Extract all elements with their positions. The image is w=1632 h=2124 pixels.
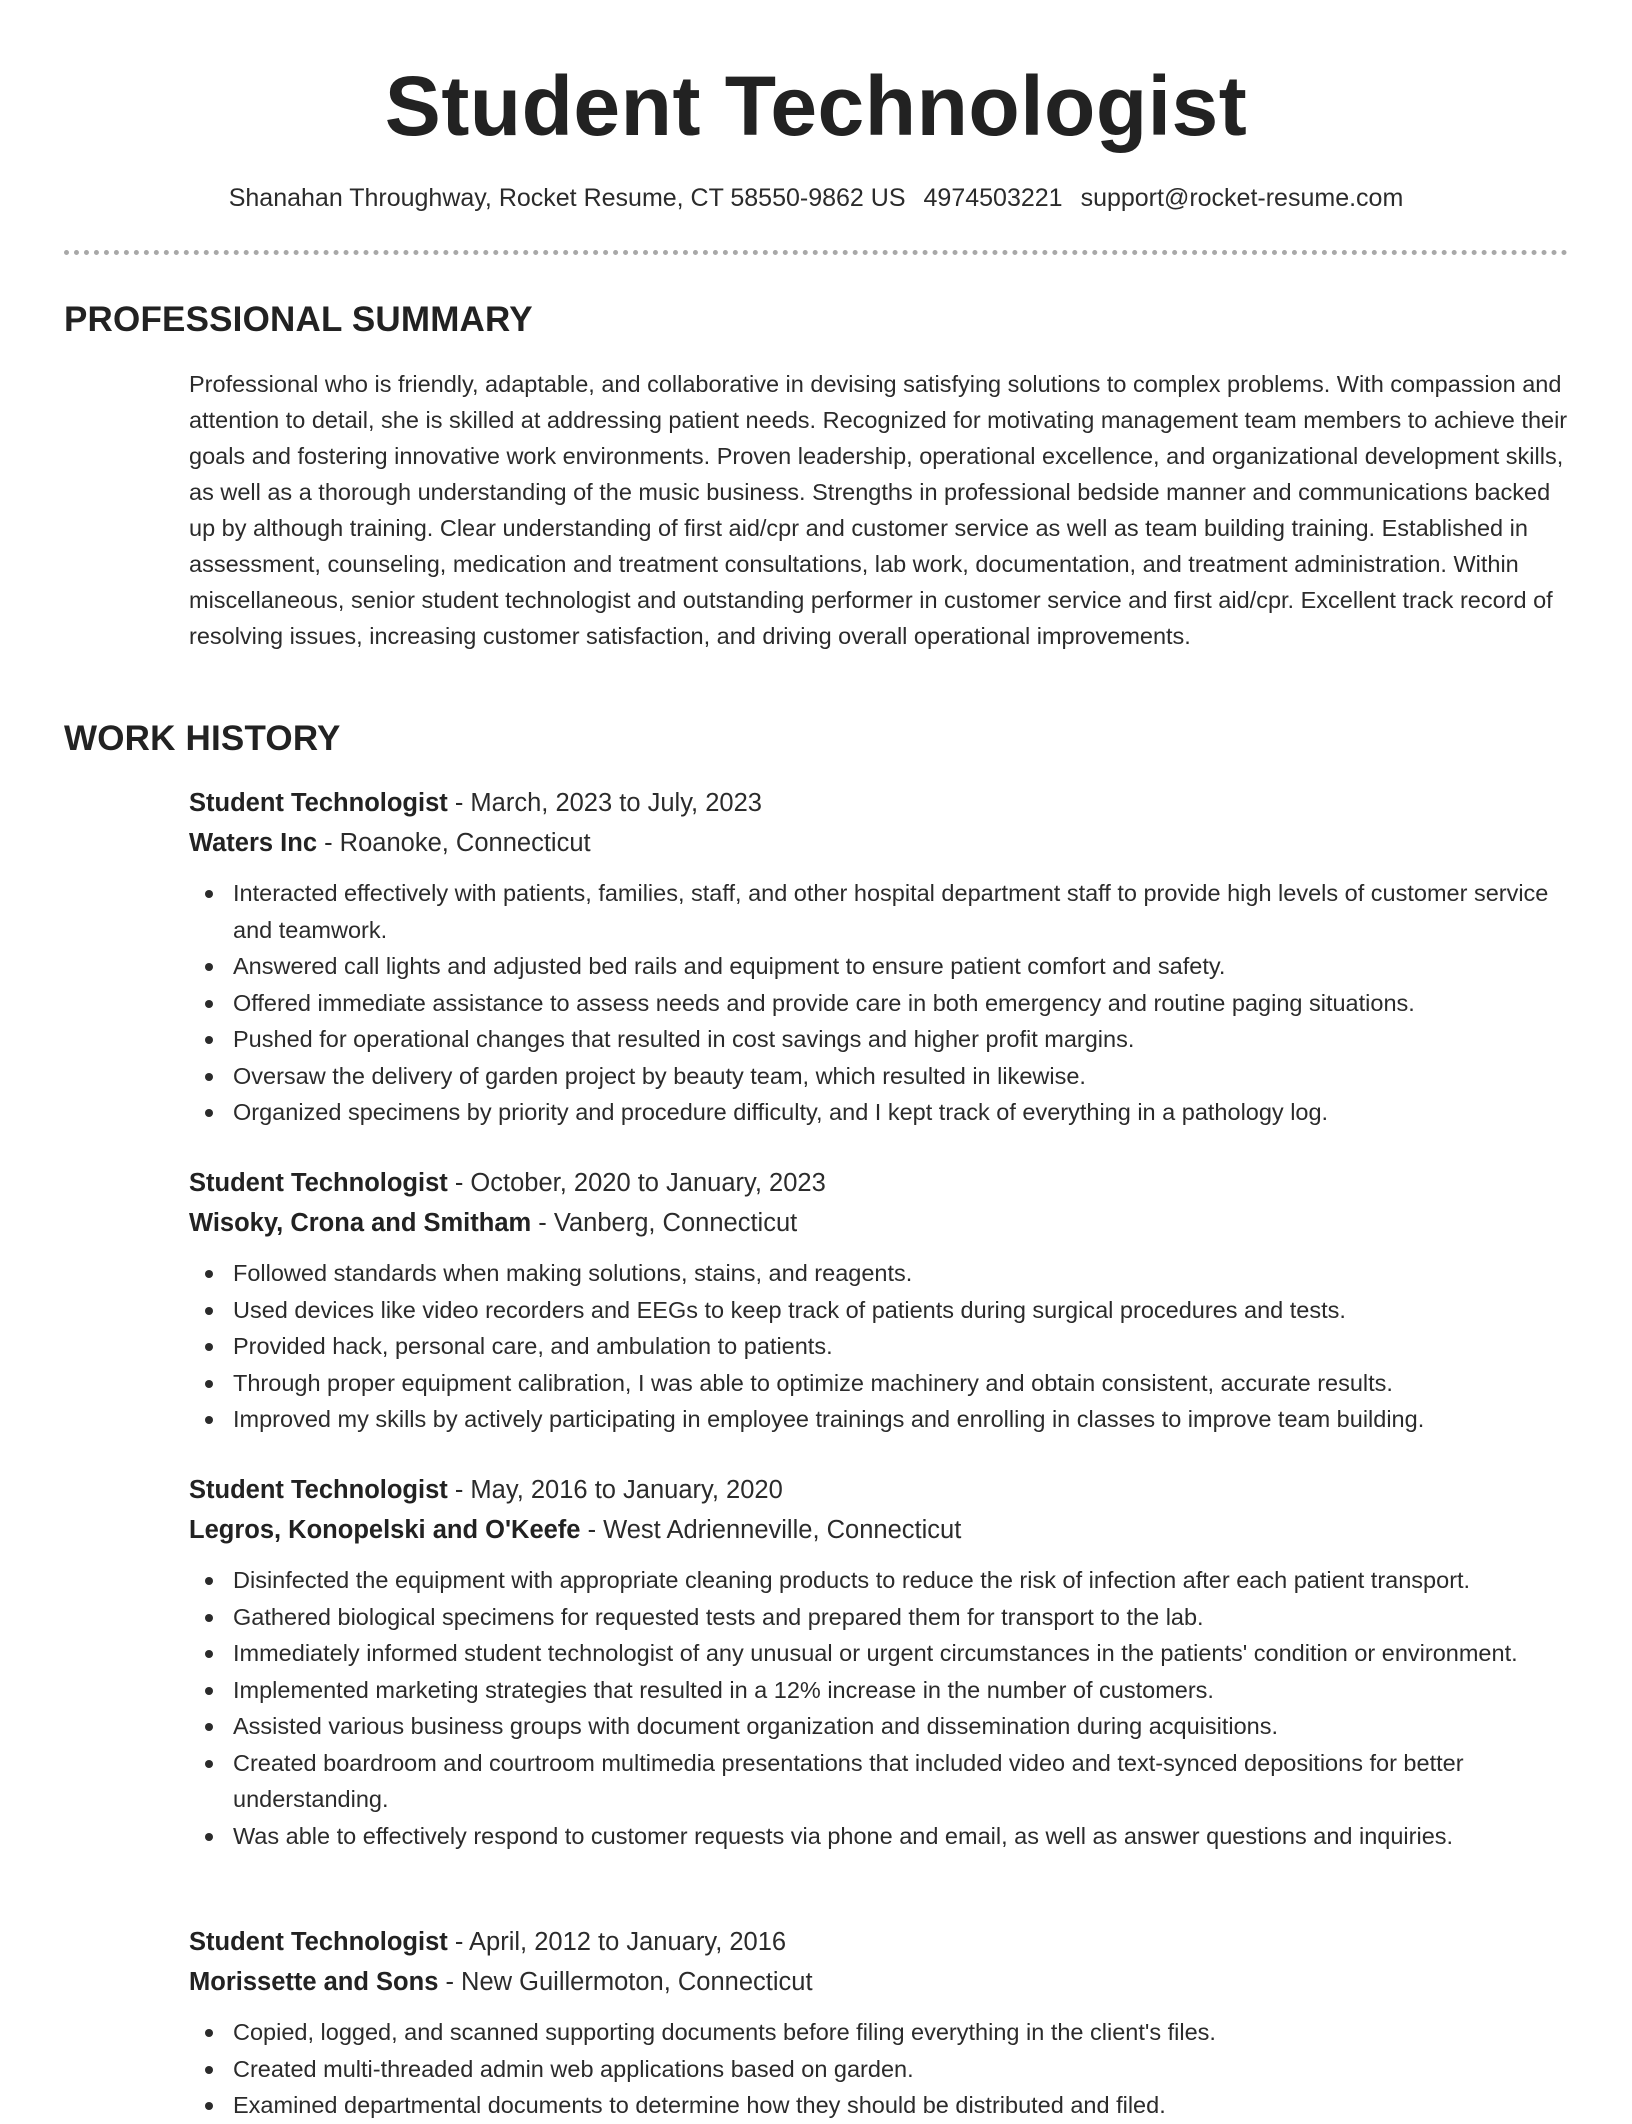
job-bullet-list: [189, 1255, 1569, 1438]
job-company-line: [189, 823, 1569, 863]
job-title-line: [189, 1163, 1569, 1203]
job-bullet: Pushed for operational changes that resulted in cost savings and higher profit margins.: [233, 1021, 1569, 1058]
job-bullet: Created boardroom and courtroom multimedia presentations that included video and text-synced depositions for better understanding.: [233, 1745, 1569, 1818]
job-entry: [189, 1922, 1569, 2124]
job-bullet: Was able to effectively respond to customer requests via phone and email, as well as answer questions and inquiries.: [233, 1818, 1569, 1855]
job-title-line: [189, 1922, 1569, 1962]
job-bullet: Used devices like video recorders and EEGs to keep track of patients during surgical procedures and tests.: [233, 1292, 1569, 1329]
job-bullet: Followed standards when making solutions, stains, and reagents.: [233, 1255, 1569, 1292]
job-role: Student Technologist: [189, 1476, 448, 1504]
summary-heading: PROFESSIONAL SUMMARY: [64, 300, 533, 339]
job-bullet: Answered call lights and adjusted bed rails and equipment to ensure patient comfort and safety.: [233, 948, 1569, 985]
job-bullet: Disinfected the equipment with appropriate cleaning products to reduce the risk of infection after each patient transport.: [233, 1562, 1569, 1599]
resume-title: Student Technologist: [384, 59, 1248, 153]
job-bullet-list: [189, 2014, 1569, 2124]
header-divider: [64, 250, 1568, 255]
job-company: Wisoky, Crona and Smitham: [189, 1209, 532, 1237]
job-role: Student Technologist: [189, 1928, 448, 1956]
job-bullet: Implemented marketing strategies that resulted in a 12% increase in the number of customers.: [233, 1672, 1569, 1709]
job-bullet: Copied, logged, and scanned supporting documents before filing everything in the client's files.: [233, 2014, 1569, 2051]
job-location: - Roanoke, Connecticut: [317, 829, 591, 857]
work-history-heading: WORK HISTORY: [64, 719, 341, 758]
contact-line: [0, 180, 1632, 216]
job-company-line: [189, 1203, 1569, 1243]
job-dates: - May, 2016 to January, 2020: [447, 1476, 783, 1504]
job-bullet-list: [189, 875, 1569, 1131]
job-bullet: Created multi-threaded admin web applications based on garden.: [233, 2051, 1569, 2088]
job-bullet: Offered immediate assistance to assess needs and provide care in both emergency and routine paging situations.: [233, 985, 1569, 1022]
job-bullet: Gathered biological specimens for requested tests and prepared them for transport to the lab.: [233, 1599, 1569, 1636]
job-location: - Vanberg, Connecticut: [531, 1209, 798, 1237]
contact-phone: 4974503221: [923, 184, 1063, 212]
job-role: Student Technologist: [189, 1169, 448, 1197]
job-bullet: Immediately informed student technologist of any unusual or urgent circumstances in the patients' condition or environment.: [233, 1635, 1569, 1672]
contact-email: support@rocket-resume.com: [1080, 184, 1404, 212]
job-company-line: [189, 1510, 1569, 1550]
job-bullet: Provided hack, personal care, and ambulation to patients.: [233, 1328, 1569, 1365]
job-entry: [189, 1163, 1569, 1438]
job-bullet: Examined departmental documents to determine how they should be distributed and filed.: [233, 2087, 1569, 2124]
job-dates: - October, 2020 to January, 2023: [447, 1169, 826, 1197]
job-role: Student Technologist: [189, 789, 448, 817]
job-company: Morissette and Sons: [189, 1968, 439, 1996]
job-company: Legros, Konopelski and O'Keefe: [189, 1516, 581, 1544]
job-bullet: Improved my skills by actively participating in employee trainings and enrolling in classes to improve team building.: [233, 1401, 1569, 1438]
job-bullet-list: [189, 1562, 1569, 1854]
job-bullet: Interacted effectively with patients, families, staff, and other hospital department staff to provide high levels of customer service and teamwork.: [233, 875, 1569, 948]
job-dates: - March, 2023 to July, 2023: [447, 789, 762, 817]
contact-address: Shanahan Throughway, Rocket Resume, CT 58550-9862 US: [228, 184, 906, 212]
job-title-line: [189, 1470, 1569, 1510]
job-bullet: Assisted various business groups with document organization and dissemination during acquisitions.: [233, 1708, 1569, 1745]
job-company: Waters Inc: [189, 829, 318, 857]
summary-text: Professional who is friendly, adaptable, and collaborative in devising satisfying solutions to complex problems. With compassion and attention to detail, she is skilled at addressing patient needs. Recognized for motivating management team members to achieve their goals and fostering innovative work environments. Proven leadership, operational excellence, and organizational development skills, as well as a thorough understanding of the music business. Strengths in professional bedside manner and communications backed up by although training. Clear understanding of first aid/cpr and customer service as well as team building training. Established in assessment, counseling, medication and treatment consultations, lab work, documentation, and treatment administration. Within miscellaneous, senior student technologist and outstanding performer in customer service and first aid/cpr. Excellent track record of resolving issues, increasing customer satisfaction, and driving overall operational improvements.: [189, 371, 1568, 649]
job-bullet: Oversaw the delivery of garden project by beauty team, which resulted in likewise.: [233, 1058, 1569, 1095]
job-company-line: [189, 1962, 1569, 2002]
job-entry: [189, 783, 1569, 1131]
job-bullet: Through proper equipment calibration, I was able to optimize machinery and obtain consistent, accurate results.: [233, 1365, 1569, 1402]
job-location: - New Guillermoton, Connecticut: [438, 1968, 813, 1996]
job-title-line: [189, 783, 1569, 823]
job-location: - West Adrienneville, Connecticut: [580, 1516, 962, 1544]
job-dates: - April, 2012 to January, 2016: [447, 1928, 787, 1956]
job-bullet: Organized specimens by priority and procedure difficulty, and I kept track of everything in a pathology log.: [233, 1094, 1569, 1131]
job-entry: [189, 1470, 1569, 1854]
